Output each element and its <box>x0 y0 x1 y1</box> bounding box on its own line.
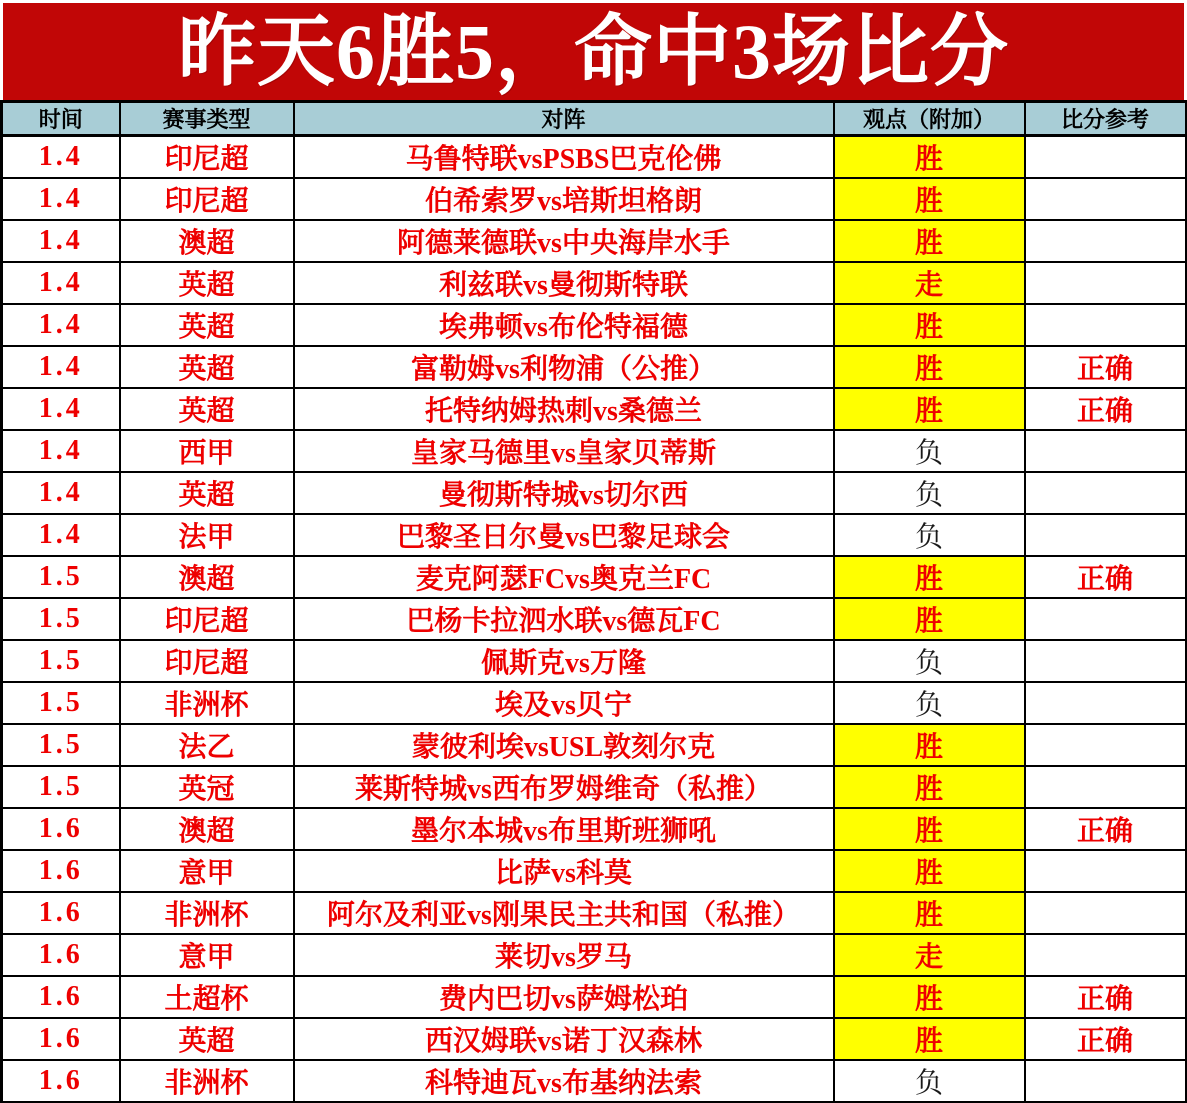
date-cell: 1.5 <box>2 682 120 724</box>
date-cell: 1.4 <box>2 304 120 346</box>
result-cell: 正确 <box>1025 388 1186 430</box>
table-row <box>2 304 1186 346</box>
column-header-pick: 观点（附加） <box>834 102 1025 136</box>
league-cell: 非洲杯 <box>120 1060 294 1102</box>
result-cell: 正确 <box>1025 556 1186 598</box>
date-cell: 1.4 <box>2 262 120 304</box>
pick-cell: 胜 <box>834 976 1025 1018</box>
matchup-cell: 埃弗顿vs布伦特福德 <box>294 304 834 346</box>
result-cell <box>1025 304 1186 346</box>
league-cell: 英超 <box>120 472 294 514</box>
result-cell <box>1025 766 1186 808</box>
result-cell <box>1025 1060 1186 1102</box>
result-cell <box>1025 136 1186 179</box>
league-cell: 印尼超 <box>120 640 294 682</box>
matchup-cell: 阿德莱德联vs中央海岸水手 <box>294 220 834 262</box>
result-cell <box>1025 220 1186 262</box>
result-cell <box>1025 724 1186 766</box>
pick-cell: 负 <box>834 514 1025 556</box>
pick-cell: 胜 <box>834 598 1025 640</box>
table-row <box>2 220 1186 262</box>
date-cell: 1.4 <box>2 472 120 514</box>
pick-cell: 胜 <box>834 220 1025 262</box>
matchup-cell: 巴杨卡拉泗水联vs德瓦FC <box>294 598 834 640</box>
table-row <box>2 598 1186 640</box>
pick-cell: 胜 <box>834 388 1025 430</box>
result-cell <box>1025 472 1186 514</box>
page <box>0 3 1186 1099</box>
date-cell: 1.6 <box>2 850 120 892</box>
result-cell <box>1025 178 1186 220</box>
pick-cell: 胜 <box>834 850 1025 892</box>
league-cell: 意甲 <box>120 850 294 892</box>
pick-cell: 负 <box>834 430 1025 472</box>
date-cell: 1.6 <box>2 1018 120 1060</box>
pick-cell: 走 <box>834 262 1025 304</box>
matchup-cell: 比萨vs科莫 <box>294 850 834 892</box>
result-cell: 正确 <box>1025 1018 1186 1060</box>
pick-cell: 负 <box>834 640 1025 682</box>
result-cell <box>1025 850 1186 892</box>
date-cell: 1.6 <box>2 892 120 934</box>
pick-cell: 胜 <box>834 304 1025 346</box>
pick-cell: 走 <box>834 934 1025 976</box>
result-cell <box>1025 640 1186 682</box>
table-row <box>2 262 1186 304</box>
league-cell: 英超 <box>120 1018 294 1060</box>
league-cell: 印尼超 <box>120 178 294 220</box>
pick-cell: 胜 <box>834 178 1025 220</box>
table-row <box>2 724 1186 766</box>
matchup-cell: 利兹联vs曼彻斯特联 <box>294 262 834 304</box>
matchup-cell: 麦克阿瑟FCvs奥克兰FC <box>294 556 834 598</box>
matchup-cell: 科特迪瓦vs布基纳法索 <box>294 1060 834 1102</box>
banner-title: 昨天6胜5，命中3场比分 <box>177 7 1009 95</box>
result-cell <box>1025 262 1186 304</box>
date-cell: 1.6 <box>2 976 120 1018</box>
date-cell: 1.4 <box>2 136 120 179</box>
result-cell <box>1025 430 1186 472</box>
league-cell: 英超 <box>120 304 294 346</box>
league-cell: 英超 <box>120 262 294 304</box>
league-cell: 澳超 <box>120 220 294 262</box>
date-cell: 1.5 <box>2 556 120 598</box>
league-cell: 法乙 <box>120 724 294 766</box>
result-cell <box>1025 598 1186 640</box>
header-banner <box>3 3 1184 100</box>
result-cell <box>1025 892 1186 934</box>
date-cell: 1.6 <box>2 1060 120 1102</box>
pick-cell: 负 <box>834 1060 1025 1102</box>
pick-cell: 胜 <box>834 808 1025 850</box>
matchup-cell: 伯希索罗vs培斯坦格朗 <box>294 178 834 220</box>
result-cell: 正确 <box>1025 808 1186 850</box>
table-row <box>2 640 1186 682</box>
pick-cell: 胜 <box>834 892 1025 934</box>
table-row <box>2 682 1186 724</box>
date-cell: 1.6 <box>2 808 120 850</box>
date-cell: 1.5 <box>2 640 120 682</box>
table-row <box>2 388 1186 430</box>
table-row <box>2 892 1186 934</box>
matchup-cell: 富勒姆vs利物浦（公推） <box>294 346 834 388</box>
pick-cell: 胜 <box>834 766 1025 808</box>
league-cell: 印尼超 <box>120 598 294 640</box>
header-row <box>2 102 1186 136</box>
pick-cell: 胜 <box>834 136 1025 179</box>
pick-cell: 胜 <box>834 346 1025 388</box>
date-cell: 1.5 <box>2 724 120 766</box>
date-cell: 1.4 <box>2 430 120 472</box>
result-cell: 正确 <box>1025 346 1186 388</box>
league-cell: 澳超 <box>120 556 294 598</box>
table-row <box>2 514 1186 556</box>
league-cell: 非洲杯 <box>120 682 294 724</box>
matchup-cell: 曼彻斯特城vs切尔西 <box>294 472 834 514</box>
matchup-cell: 巴黎圣日尔曼vs巴黎足球会 <box>294 514 834 556</box>
column-header-league: 赛事类型 <box>120 102 294 136</box>
league-cell: 印尼超 <box>120 136 294 179</box>
league-cell: 英超 <box>120 346 294 388</box>
date-cell: 1.4 <box>2 346 120 388</box>
date-cell: 1.4 <box>2 178 120 220</box>
table-row <box>2 556 1186 598</box>
league-cell: 英超 <box>120 388 294 430</box>
matchup-cell: 佩斯克vs万隆 <box>294 640 834 682</box>
table-row <box>2 472 1186 514</box>
date-cell: 1.5 <box>2 766 120 808</box>
result-cell: 正确 <box>1025 976 1186 1018</box>
table-row <box>2 178 1186 220</box>
date-cell: 1.4 <box>2 388 120 430</box>
matchup-cell: 莱斯特城vs西布罗姆维奇（私推） <box>294 766 834 808</box>
matchup-cell: 阿尔及利亚vs刚果民主共和国（私推） <box>294 892 834 934</box>
pick-cell: 负 <box>834 472 1025 514</box>
table-row <box>2 934 1186 976</box>
column-header-time: 时间 <box>2 102 120 136</box>
league-cell: 非洲杯 <box>120 892 294 934</box>
date-cell: 1.4 <box>2 220 120 262</box>
league-cell: 土超杯 <box>120 976 294 1018</box>
matchup-cell: 马鲁特联vsPSBS巴克伦佛 <box>294 136 834 179</box>
table-row <box>2 808 1186 850</box>
table-row <box>2 976 1186 1018</box>
table-row <box>2 136 1186 179</box>
date-cell: 1.6 <box>2 934 120 976</box>
matchup-cell: 皇家马德里vs皇家贝蒂斯 <box>294 430 834 472</box>
matchup-cell: 埃及vs贝宁 <box>294 682 834 724</box>
table-header <box>2 102 1186 136</box>
table-body <box>2 136 1186 1103</box>
result-cell <box>1025 682 1186 724</box>
matchup-cell: 费内巴切vs萨姆松珀 <box>294 976 834 1018</box>
pick-cell: 胜 <box>834 1018 1025 1060</box>
table-row <box>2 766 1186 808</box>
date-cell: 1.5 <box>2 598 120 640</box>
table-row <box>2 346 1186 388</box>
pick-cell: 胜 <box>834 724 1025 766</box>
pick-cell: 负 <box>834 682 1025 724</box>
matchup-cell: 莱切vs罗马 <box>294 934 834 976</box>
result-cell <box>1025 934 1186 976</box>
league-cell: 法甲 <box>120 514 294 556</box>
league-cell: 意甲 <box>120 934 294 976</box>
table-row <box>2 850 1186 892</box>
matchup-cell: 托特纳姆热刺vs桑德兰 <box>294 388 834 430</box>
league-cell: 西甲 <box>120 430 294 472</box>
table-row <box>2 1018 1186 1060</box>
column-header-match: 对阵 <box>294 102 834 136</box>
result-cell <box>1025 514 1186 556</box>
table-row <box>2 430 1186 472</box>
table-row <box>2 1060 1186 1102</box>
matchup-cell: 西汉姆联vs诺丁汉森林 <box>294 1018 834 1060</box>
league-cell: 澳超 <box>120 808 294 850</box>
pick-cell: 胜 <box>834 556 1025 598</box>
matchup-cell: 墨尔本城vs布里斯班狮吼 <box>294 808 834 850</box>
league-cell: 英冠 <box>120 766 294 808</box>
column-header-result: 比分参考 <box>1025 102 1186 136</box>
date-cell: 1.4 <box>2 514 120 556</box>
matchup-cell: 蒙彼利埃vsUSL敦刻尔克 <box>294 724 834 766</box>
predictions-table <box>0 100 1187 1103</box>
